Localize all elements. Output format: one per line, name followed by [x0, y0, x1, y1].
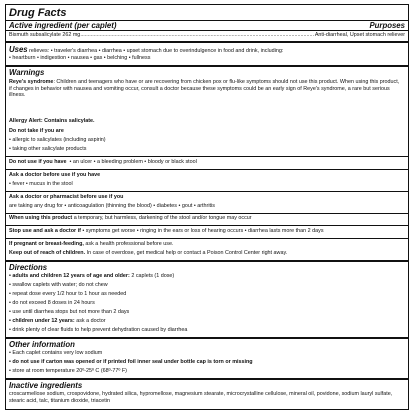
uses-line-1 [9, 45, 405, 55]
active-ingredient-heading: Active ingredient (per caplet) [9, 21, 117, 30]
section-divider [6, 260, 408, 262]
when-using-row [9, 215, 405, 222]
keep-out-heading: Keep out of reach of children. [9, 250, 86, 256]
do-not-take-heading: Do not take if you are [9, 128, 64, 134]
directions-item: • repeat dose every 1/2 hour to 1 hour as needed [9, 291, 127, 297]
do-not-use-heading: Do not use if you have [9, 159, 67, 165]
section-divider [6, 337, 408, 339]
divider [6, 238, 408, 239]
inactive-ingredients-heading: Inactive ingredients [9, 381, 83, 390]
section-divider [6, 65, 408, 67]
ask-pharmacist-heading: Ask a doctor or pharmacist before use if you [9, 194, 124, 200]
stop-use-row [9, 228, 405, 235]
keep-out-row [9, 250, 405, 257]
leader-dots: ............................................................................................................................................................ [80, 32, 314, 38]
divider [6, 156, 408, 157]
pregnancy-heading: If pregnant or breast-feeding, [9, 241, 84, 247]
ask-doctor-heading: Ask a doctor before use if you have [9, 172, 101, 178]
drug-facts-panel [5, 4, 409, 410]
inactive-ingredients-text: croscarmellose sodium, crospovidone, hydrated silica, hypromellose, magnesium stearate, microcrystalline cellulose, mineral oil, povidone, sodium lauryl sulfate, stearic acid, talc, titanium dioxide, triacetin [9, 391, 393, 404]
stop-use-text: • symptoms get worse • ringing in the ears or loss of hearing occurs • diarrhea lasts more than 2 days [82, 228, 324, 234]
directions-heading: Directions [9, 263, 48, 272]
do-not-use-text: • an ulcer • a bleeding problem • bloody or black stool [69, 159, 197, 165]
section-divider [6, 378, 408, 380]
directions-adults-label: • adults and children 12 years of age and older: [9, 273, 130, 279]
stop-use-heading: Stop use and ask a doctor if [9, 228, 81, 234]
other-info-item: • store at room temperature 20º-25º C (68º-77º F) [9, 368, 127, 374]
allergy-alert: Allergy Alert: Contains salicylate. [9, 118, 95, 124]
pregnancy-row [9, 241, 405, 248]
do-not-use-row [9, 159, 405, 166]
active-ingredient-purpose: Anti-diarrheal, Upset stomach reliever [314, 32, 405, 38]
divider [6, 30, 408, 31]
reye-warning-text: : Children and teenagers who have or are recovering from chicken pox or flu-like symptoms should not use this product. When using this product, if changes in behavior with nausea and vomiting occur, consult a doctor because these symptoms could be an early sign of Reye's syndrome, a rare but serious illness. [9, 79, 400, 99]
ask-doctor-text: • fever • mucus in the stool [9, 181, 73, 187]
directions-children-label: • children under 12 years: [9, 318, 75, 324]
active-ingredient-name: Bismuth subsalicylate 262 mg [9, 32, 81, 38]
directions-adults-dose: 2 caplets (1 dose) [131, 273, 175, 279]
drug-facts-title: Drug Facts [9, 7, 67, 19]
do-not-take-item: • taking other salicylate products [9, 146, 87, 152]
purposes-heading: Purposes [369, 21, 405, 30]
reye-warning [9, 79, 401, 99]
ask-pharmacist-text: are taking any drug for • anticoagulation (thinning the blood) • diabetes • gout • arthritis [9, 203, 215, 209]
section-divider [6, 41, 408, 43]
other-info-item: • do not use if carton was opened or if printed foil inner seal under bottle cap is torn or missing [9, 359, 253, 365]
directions-item [9, 273, 405, 280]
uses-text-1: relieves: • traveler's diarrhea • diarrhea • upset stomach due to overindulgence in food and drink, including: [29, 48, 284, 54]
reye-warning-title: Reye's syndrome [9, 79, 54, 85]
directions-item: • swallow caplets with water; do not chew [9, 282, 108, 288]
warnings-heading: Warnings [9, 68, 45, 77]
when-using-text: a temporary, but harmless, darkening of the stool and/or tongue may occur [73, 215, 252, 221]
directions-item: • do not exceed 8 doses in 24 hours [9, 300, 95, 306]
divider [6, 213, 408, 214]
other-info-item: • Each caplet contains very low sodium [9, 350, 103, 356]
directions-children-text: ask a doctor [76, 318, 106, 324]
do-not-take-item: • allergic to salicylates (including aspirin) [9, 137, 106, 143]
divider [6, 191, 408, 192]
keep-out-text: In case of overdose, get medical help or contact a Poison Control Center right away. [86, 250, 288, 256]
when-using-heading: When using this product [9, 215, 73, 221]
directions-item [9, 318, 405, 325]
directions-item: • drink plenty of clear fluids to help prevent dehydration caused by diarrhea [9, 327, 188, 333]
directions-item: • use until diarrhea stops but not more than 2 days [9, 309, 130, 315]
divider [6, 169, 408, 170]
uses-line-2: • heartburn • indigestion • nausea • gas • belching • fullness [9, 55, 151, 61]
uses-heading: Uses [9, 45, 28, 54]
divider [6, 225, 408, 226]
pregnancy-text: ask a health professional before use. [85, 241, 174, 247]
other-info-heading: Other information [9, 340, 75, 349]
